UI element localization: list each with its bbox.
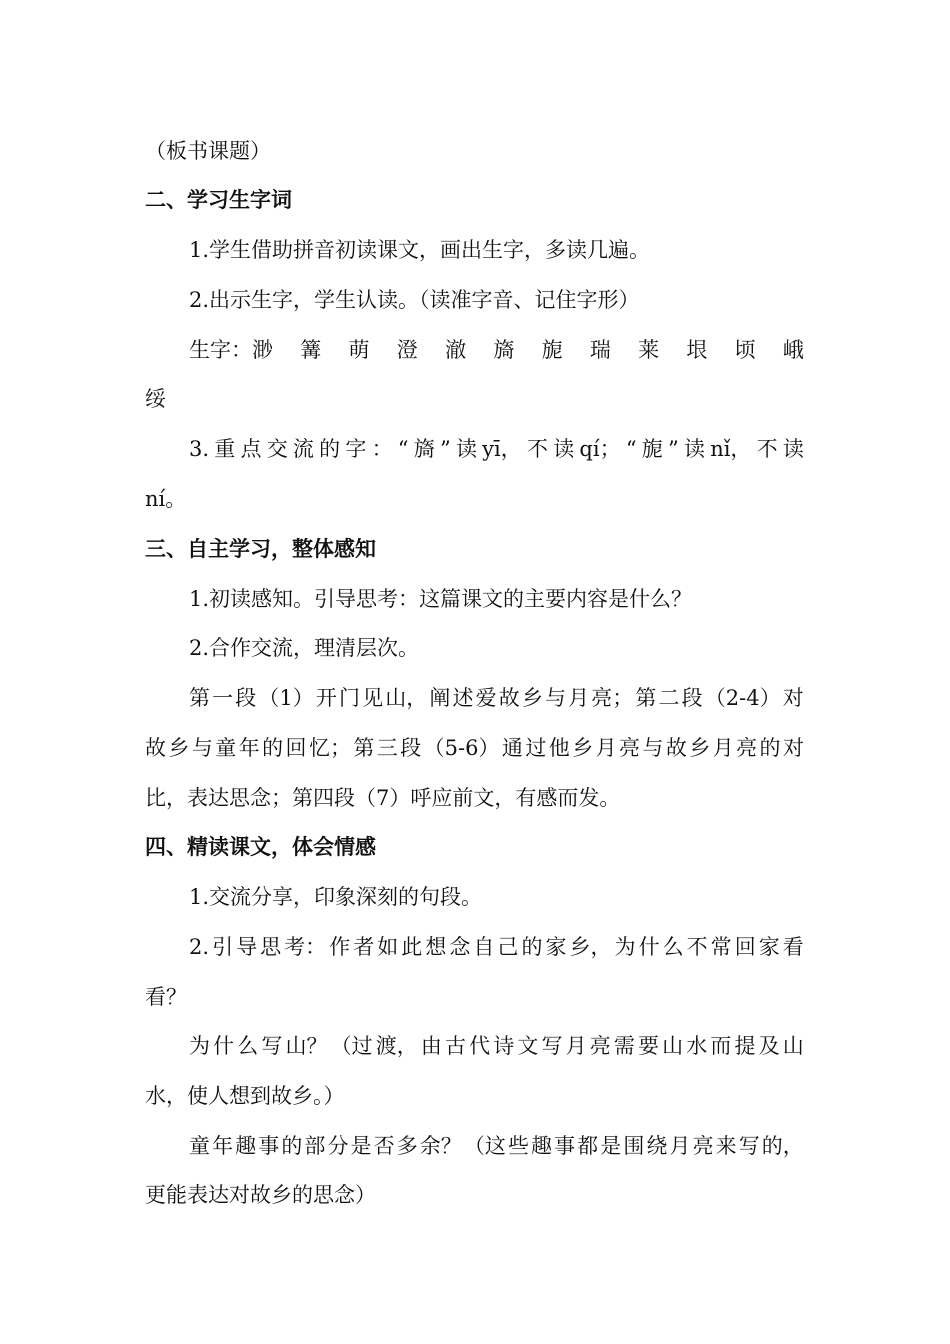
text-segment: 山？ bbox=[285, 1034, 328, 1058]
text-segment: “ bbox=[397, 437, 409, 461]
text-segment: 不 bbox=[526, 437, 548, 461]
paragraph-4-2-line-2: 看？ bbox=[145, 985, 187, 1009]
text-segment: 些 bbox=[507, 1134, 529, 1158]
text-segment: 生字：渺 bbox=[189, 338, 273, 362]
text-segment: 乡 bbox=[168, 736, 190, 760]
text-segment: 什 bbox=[213, 1034, 235, 1058]
text-segment: 自 bbox=[473, 935, 495, 959]
text-segment: 旖 bbox=[413, 437, 435, 461]
text-segment: 提 bbox=[734, 1034, 756, 1058]
text-segment: 代 bbox=[469, 1034, 491, 1058]
text-segment: 家 bbox=[758, 935, 780, 959]
text-segment: 故 bbox=[665, 736, 687, 760]
text-segment: 绕 bbox=[646, 1134, 668, 1158]
text-segment: 看 bbox=[782, 935, 804, 959]
text-segment: 要 bbox=[638, 1034, 659, 1058]
paragraph-3-3-line-2 bbox=[145, 733, 804, 763]
board-title-note: （板书课题） bbox=[145, 139, 271, 163]
section-heading-3: 三、自主学习，整体感知 bbox=[145, 536, 376, 561]
text-segment: 多 bbox=[396, 1134, 418, 1158]
text-segment: 者 bbox=[353, 935, 375, 959]
text-segment: 亮 bbox=[619, 736, 640, 760]
text-segment: 余？ bbox=[419, 1134, 462, 1158]
text-segment: 通 bbox=[501, 736, 523, 760]
text-segment: 写 bbox=[541, 1034, 563, 1058]
paragraph-4-3-line-2: 水，使人想到故乡。） bbox=[145, 1084, 345, 1108]
text-segment: yī， bbox=[482, 437, 522, 461]
paragraph-4-4-line-2: 更能表达对故乡的思念） bbox=[145, 1183, 376, 1207]
text-segment: 是 bbox=[600, 1134, 622, 1158]
text-segment: （过 bbox=[330, 1034, 373, 1058]
text-segment: 围 bbox=[623, 1134, 645, 1158]
text-segment: 莱 bbox=[638, 338, 660, 362]
text-segment: 重 bbox=[214, 437, 236, 461]
text-segment: 的 bbox=[319, 437, 341, 461]
text-segment: 亮 bbox=[736, 736, 758, 760]
text-segment: 段 bbox=[400, 736, 422, 760]
text-segment: 澄 bbox=[396, 338, 418, 362]
text-segment: 写 bbox=[261, 1034, 283, 1058]
text-segment: 常 bbox=[710, 935, 732, 959]
text-segment: 年 bbox=[212, 1134, 234, 1158]
text-segment: 引 bbox=[212, 935, 234, 959]
text-segment: 开 bbox=[315, 686, 337, 710]
text-segment: 亮 bbox=[589, 1034, 611, 1058]
text-segment: 水 bbox=[686, 1034, 708, 1058]
text-segment: 读 bbox=[455, 437, 477, 461]
section-heading-4: 四、精读课文，体会情感 bbox=[145, 834, 376, 859]
text-segment: 第 bbox=[189, 686, 210, 710]
text-segment: 流 bbox=[292, 437, 314, 461]
text-segment: 分 bbox=[327, 1134, 349, 1158]
text-segment: 什 bbox=[638, 935, 660, 959]
text-segment: 忆； bbox=[308, 736, 351, 760]
text-segment: 导 bbox=[236, 935, 258, 959]
text-segment: 的 bbox=[521, 935, 543, 959]
text-segment: 的 bbox=[281, 1134, 303, 1158]
text-segment: 旎 bbox=[541, 338, 563, 362]
text-segment: 字 bbox=[345, 437, 367, 461]
paragraph-2-2: 2.出示生字，学生认读。（读准字音、记住字形） bbox=[189, 288, 640, 312]
text-segment: 而 bbox=[710, 1034, 732, 1058]
text-segment: 澈 bbox=[445, 338, 467, 362]
text-segment: 部 bbox=[304, 1134, 326, 1158]
text-segment: （2-4） bbox=[704, 686, 781, 710]
text-segment: 回 bbox=[285, 736, 307, 760]
text-segment: 么 bbox=[662, 935, 684, 959]
new-characters-line-2: 绥 bbox=[145, 387, 166, 411]
text-segment: （1） bbox=[258, 686, 314, 710]
text-segment: 不 bbox=[756, 437, 778, 461]
text-segment: 及 bbox=[758, 1034, 780, 1058]
paragraph-4-2-line-1 bbox=[189, 932, 804, 962]
text-segment: 的 bbox=[759, 736, 781, 760]
text-segment: 段 bbox=[235, 686, 257, 710]
text-segment: 的 bbox=[262, 736, 284, 760]
text-segment: 需 bbox=[613, 1034, 635, 1058]
text-segment: 垠 bbox=[686, 338, 708, 362]
paragraph-4-4-line-1 bbox=[189, 1131, 804, 1161]
text-segment: 回 bbox=[734, 935, 756, 959]
text-segment: 事 bbox=[258, 1134, 280, 1158]
text-segment: 山 bbox=[662, 1034, 684, 1058]
text-segment: qí； bbox=[579, 437, 621, 461]
text-segment: 月 bbox=[565, 1034, 587, 1058]
text-segment: 月 bbox=[712, 736, 734, 760]
text-segment: 门 bbox=[339, 686, 360, 710]
text-segment: 由 bbox=[420, 1034, 442, 1058]
text-segment: 旖 bbox=[493, 338, 515, 362]
paragraph-2-3-line-1 bbox=[189, 434, 804, 464]
text-segment: 与 bbox=[545, 686, 566, 710]
paragraph-4-1: 1.交流分享，印象深刻的句段。 bbox=[189, 885, 483, 909]
text-segment: 文 bbox=[517, 1034, 539, 1058]
text-segment: 为 bbox=[189, 1034, 210, 1058]
text-segment: 三 bbox=[376, 736, 398, 760]
text-segment: 对 bbox=[782, 686, 804, 710]
text-segment: 过 bbox=[525, 736, 547, 760]
text-segment: 读 bbox=[782, 437, 804, 461]
text-segment: 峨 bbox=[782, 338, 804, 362]
text-segment: 读 bbox=[553, 437, 575, 461]
text-segment: （这 bbox=[463, 1134, 506, 1158]
text-segment: 如 bbox=[377, 935, 399, 959]
text-segment: 来 bbox=[715, 1134, 737, 1158]
text-segment: 顷 bbox=[734, 338, 756, 362]
text-segment: 乡 bbox=[521, 686, 543, 710]
text-segment: 一 bbox=[212, 686, 234, 710]
text-segment: 此 bbox=[401, 935, 423, 959]
text-segment: 第 bbox=[353, 736, 375, 760]
text-segment: 月 bbox=[595, 736, 617, 760]
text-segment: 爱 bbox=[475, 686, 497, 710]
text-segment: 述 bbox=[452, 686, 474, 710]
text-segment: 写 bbox=[738, 1134, 760, 1158]
text-segment: 童 bbox=[215, 736, 237, 760]
text-segment: 是 bbox=[350, 1134, 372, 1158]
text-segment: 诗 bbox=[493, 1034, 515, 1058]
text-segment: 趣 bbox=[531, 1134, 553, 1158]
text-segment: 为 bbox=[614, 935, 636, 959]
text-segment: 作 bbox=[329, 935, 351, 959]
paragraph-3-1: 1.初读感知。引导思考：这篇课文的主要内容是什么？ bbox=[189, 587, 693, 611]
section-heading-2: 二、学习生字词 bbox=[145, 187, 292, 212]
text-segment: 都 bbox=[577, 1134, 599, 1158]
text-segment: 点 bbox=[240, 437, 262, 461]
text-segment: 乡 bbox=[572, 736, 594, 760]
text-segment: （5-6） bbox=[423, 736, 500, 760]
text-segment: 月 bbox=[568, 686, 590, 710]
text-segment: 与 bbox=[642, 736, 664, 760]
text-segment: ： bbox=[371, 437, 393, 461]
text-segment: ” bbox=[439, 437, 451, 461]
paragraph-2-1: 1.学生借助拼音初读课文，画出生字，多读几遍。 bbox=[189, 238, 651, 262]
text-segment: 故 bbox=[145, 736, 166, 760]
text-segment: 渡， bbox=[375, 1034, 418, 1058]
text-segment: 交 bbox=[266, 437, 288, 461]
text-segment: 己 bbox=[497, 935, 519, 959]
text-segment: 他 bbox=[548, 736, 570, 760]
text-segment: 童 bbox=[189, 1134, 210, 1158]
text-segment: 的， bbox=[761, 1134, 804, 1158]
text-segment: 见 bbox=[362, 686, 384, 710]
text-segment: 第 bbox=[635, 686, 657, 710]
text-segment: 乡 bbox=[689, 736, 711, 760]
text-segment: 段 bbox=[681, 686, 703, 710]
text-segment: 不 bbox=[686, 935, 708, 959]
paragraph-3-3-line-1 bbox=[189, 683, 804, 713]
text-segment: 二 bbox=[658, 686, 680, 710]
text-segment: “ bbox=[625, 437, 637, 461]
text-segment: 亮 bbox=[692, 1134, 714, 1158]
text-segment: 趣 bbox=[235, 1134, 257, 1158]
text-segment: 否 bbox=[373, 1134, 395, 1158]
text-segment: 瑞 bbox=[589, 338, 611, 362]
text-segment: 年 bbox=[238, 736, 260, 760]
text-segment: 事 bbox=[554, 1134, 576, 1158]
text-segment: nǐ， bbox=[710, 437, 752, 461]
text-segment: 亮； bbox=[591, 686, 634, 710]
text-segment: 么 bbox=[237, 1034, 259, 1058]
text-segment: 乡， bbox=[569, 935, 612, 959]
text-segment: 与 bbox=[191, 736, 213, 760]
paragraph-2-3-line-2: ní。 bbox=[145, 487, 187, 511]
new-characters-line bbox=[189, 335, 804, 365]
paragraph-4-3-line-1 bbox=[189, 1031, 804, 1061]
text-segment: 故 bbox=[498, 686, 520, 710]
paragraph-3-3-line-3: 比，表达思念；第四段（7）呼应前文，有感而发。 bbox=[145, 786, 621, 810]
text-segment: ” bbox=[668, 437, 679, 461]
text-segment: 2. bbox=[189, 935, 210, 959]
text-segment: 山 bbox=[782, 1034, 804, 1058]
text-segment: 考： bbox=[284, 935, 327, 959]
text-segment: 3. bbox=[189, 437, 210, 461]
paragraph-3-2: 2.合作交流，理清层次。 bbox=[189, 636, 420, 660]
text-segment: 萌 bbox=[348, 338, 370, 362]
text-segment: 篝 bbox=[300, 338, 322, 362]
text-segment: 念 bbox=[449, 935, 471, 959]
text-segment: 旎 bbox=[641, 437, 663, 461]
text-segment: 古 bbox=[445, 1034, 466, 1058]
text-segment: 家 bbox=[545, 935, 567, 959]
text-segment: 月 bbox=[669, 1134, 691, 1158]
text-segment: 想 bbox=[425, 935, 447, 959]
text-segment: 阐 bbox=[429, 686, 451, 710]
text-segment: 读 bbox=[683, 437, 705, 461]
text-segment: 思 bbox=[260, 935, 282, 959]
text-segment: 山， bbox=[385, 686, 428, 710]
text-segment: 对 bbox=[782, 736, 804, 760]
